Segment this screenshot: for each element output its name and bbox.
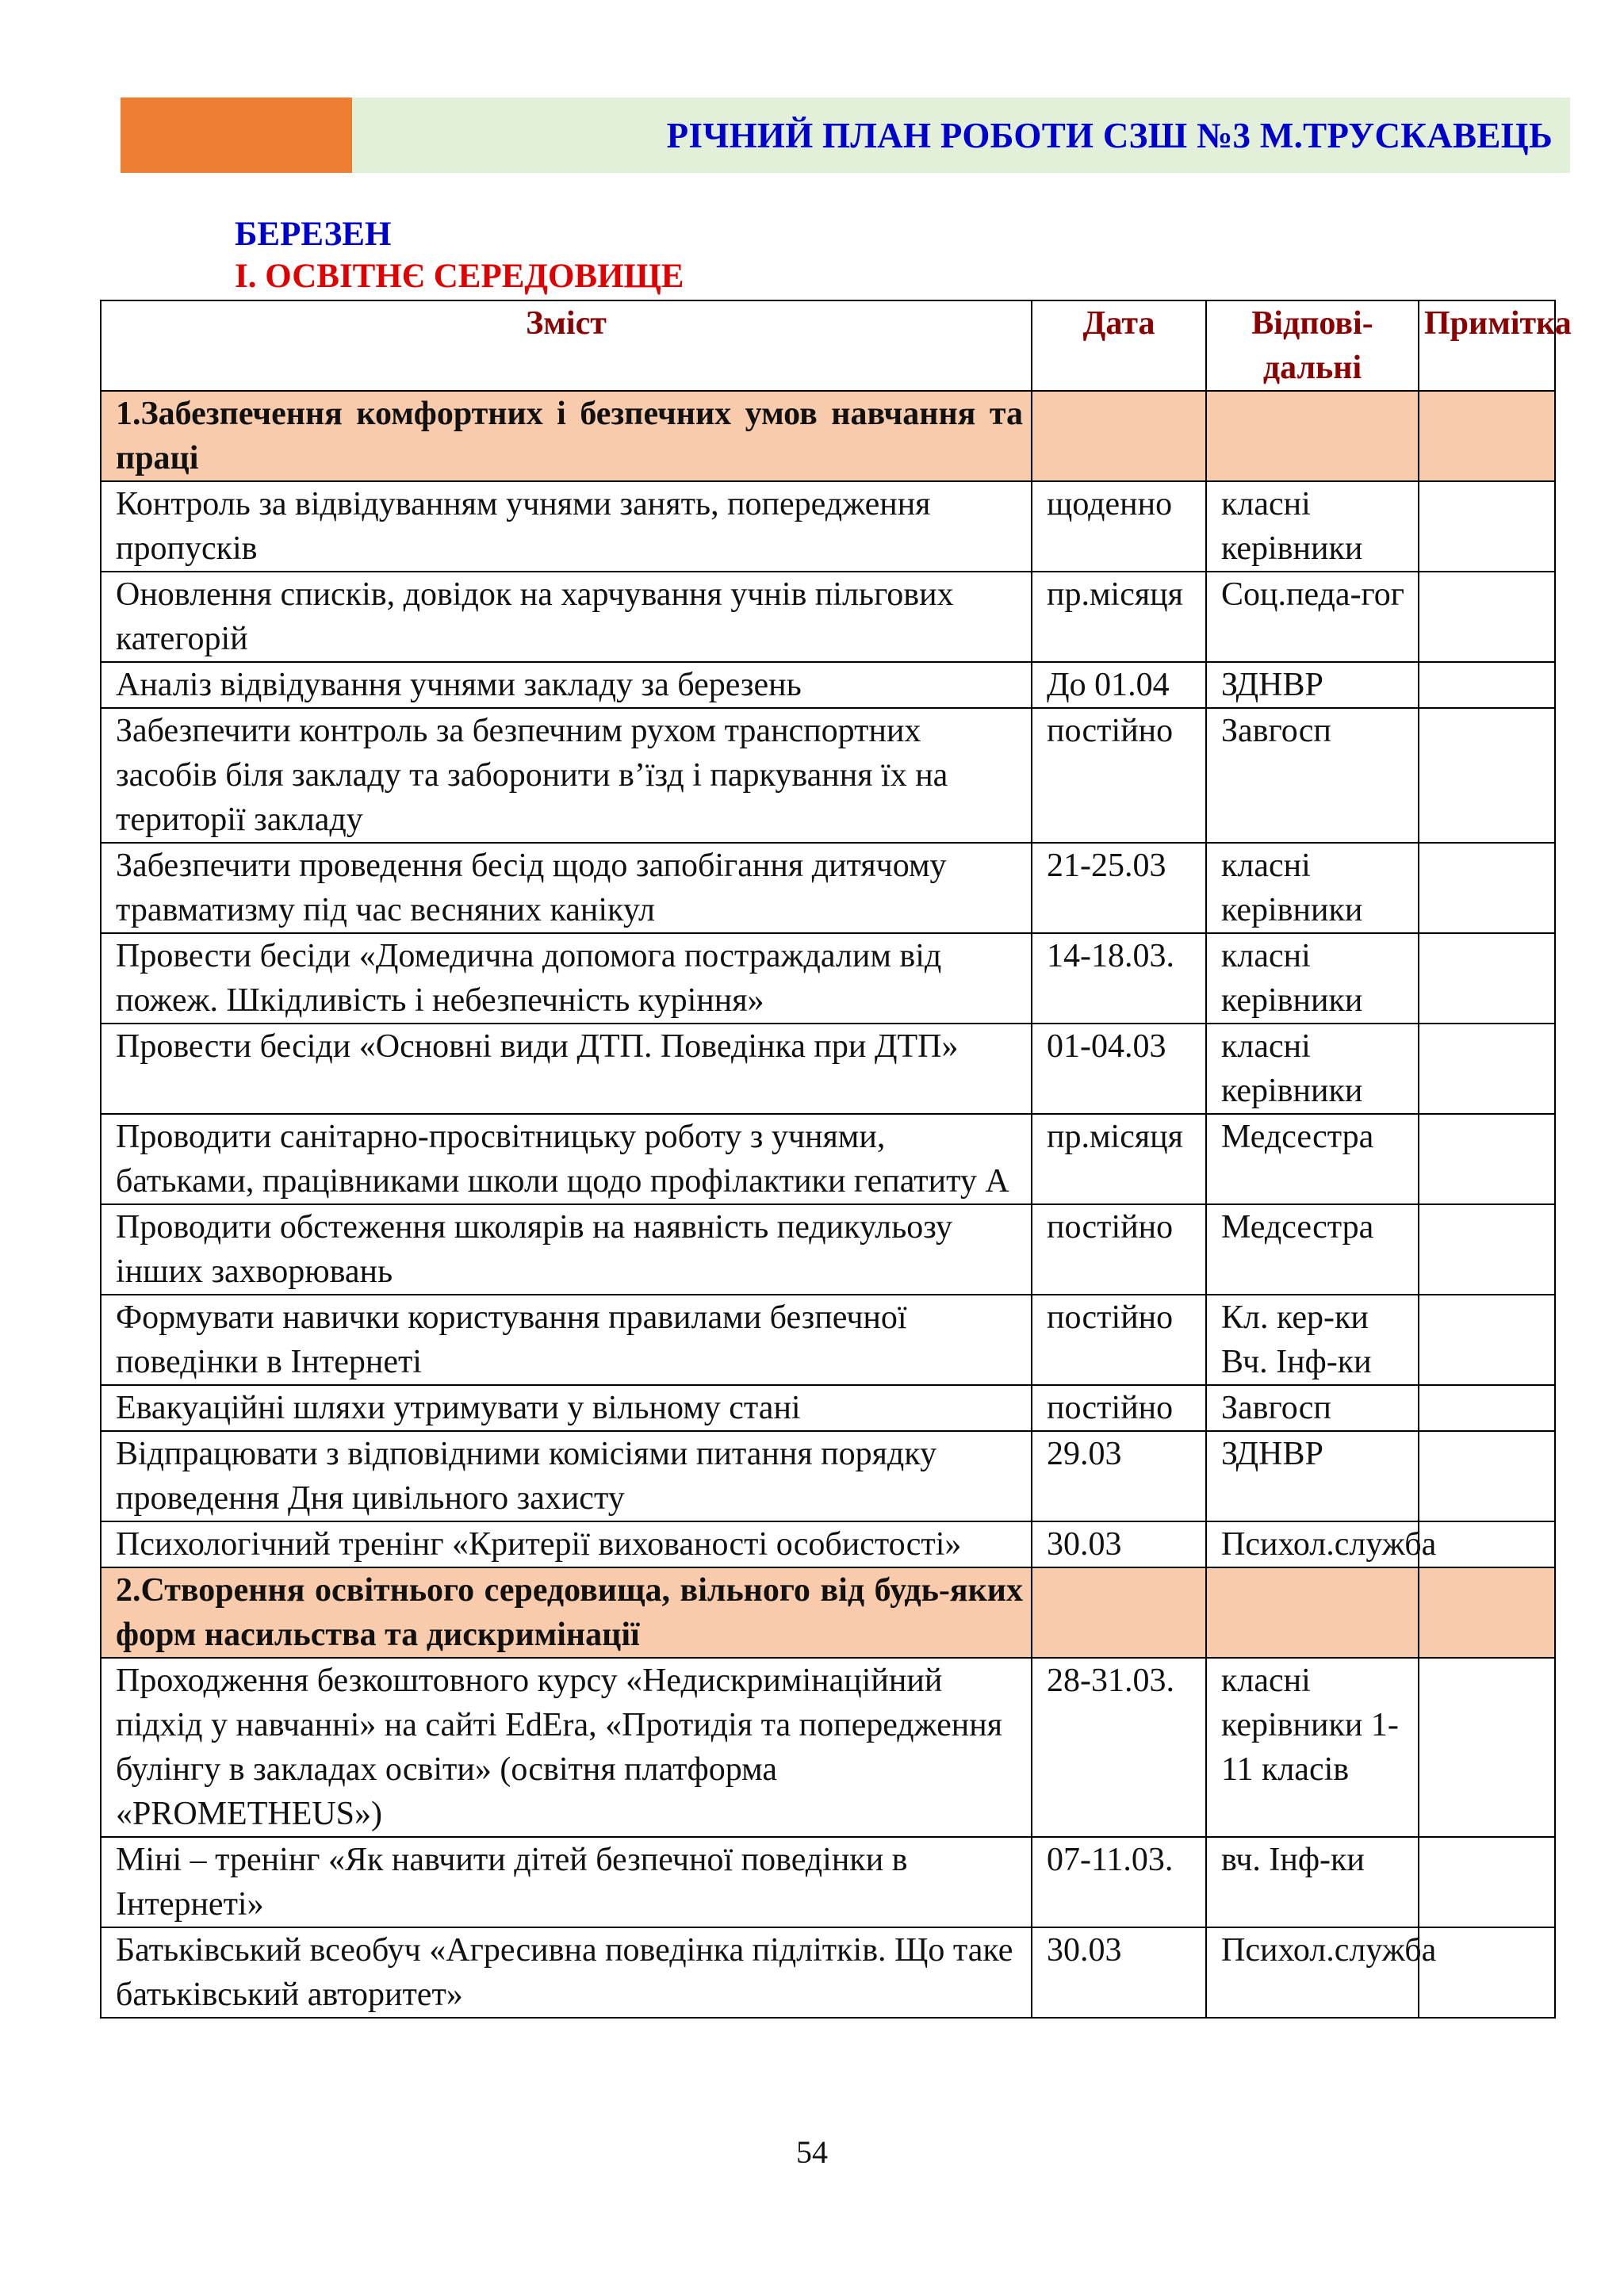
page-number: 54 (796, 2134, 828, 2170)
cell-note (1419, 1658, 1555, 1837)
cell-responsible: Соц.педа-гог (1206, 572, 1419, 662)
header-band (352, 98, 1570, 173)
cell-note (1419, 933, 1555, 1024)
cell-date: 28-31.03. (1032, 1658, 1206, 1837)
cell-content: Проводити обстеження школярів на наявність педикульозу інших захворювань (101, 1204, 1032, 1295)
cell-note (1419, 1295, 1555, 1385)
cell-date: пр.місяця (1032, 1114, 1206, 1204)
table-row (101, 1114, 1555, 1204)
cell-content: Провести бесіди «Основні види ДТП. Поведінка при ДТП» (101, 1024, 1032, 1114)
section-title: 1.Забезпечення комфортних і безпечних умов навчання та праці (101, 391, 1032, 481)
cell-date: 30.03 (1032, 1927, 1206, 2018)
header-date: Дата (1032, 300, 1206, 391)
cell-note (1419, 572, 1555, 662)
section-note-cell (1419, 391, 1555, 481)
cell-date: 14-18.03. (1032, 933, 1206, 1024)
cell-content: Батьківський всеобуч «Агресивна поведінка підлітків. Що таке батьківський авторитет» (101, 1927, 1032, 2018)
plan-table-body (101, 391, 1555, 2018)
cell-date: щоденно (1032, 481, 1206, 572)
cell-note (1419, 1385, 1555, 1431)
header-responsible: Відпові-дальні (1206, 300, 1419, 391)
document-title: РІЧНИЙ ПЛАН РОБОТИ СЗШ №3 М.ТРУСКАВЕЦЬ (666, 115, 1553, 155)
table-row (101, 481, 1555, 572)
cell-date: постійно (1032, 1385, 1206, 1431)
cell-date: 21-25.03 (1032, 843, 1206, 933)
header-accent-block (121, 98, 352, 173)
cell-responsible: вч. Інф-ки (1206, 1837, 1419, 1927)
section-note-cell (1419, 1567, 1555, 1658)
table-row (101, 572, 1555, 662)
section-responsible-cell (1206, 1567, 1419, 1658)
cell-content: Психологічний тренінг «Критерії вихованості особистості» (101, 1521, 1032, 1567)
cell-content: Оновлення списків, довідок на харчування учнів пільгових категорій (101, 572, 1032, 662)
cell-responsible: класні керівники (1206, 933, 1419, 1024)
cell-date: постійно (1032, 1295, 1206, 1385)
cell-date: 01-04.03 (1032, 1024, 1206, 1114)
cell-note (1419, 1521, 1555, 1567)
table-row (101, 662, 1555, 708)
cell-date: 07-11.03. (1032, 1837, 1206, 1927)
cell-note (1419, 843, 1555, 933)
cell-date: пр.місяця (1032, 572, 1206, 662)
cell-responsible: класні керівники (1206, 481, 1419, 572)
table-row (101, 1431, 1555, 1521)
cell-date: постійно (1032, 1204, 1206, 1295)
cell-responsible: ЗДНВР (1206, 1431, 1419, 1521)
cell-content: Аналіз відвідування учнями закладу за березень (101, 662, 1032, 708)
table-row (101, 1295, 1555, 1385)
cell-responsible: класні керівники (1206, 843, 1419, 933)
table-row (101, 933, 1555, 1024)
table-row (101, 1204, 1555, 1295)
section-row (101, 391, 1555, 481)
cell-note (1419, 1114, 1555, 1204)
cell-content: Забезпечити контроль за безпечним рухом транспортних засобів біля закладу та заборонити в’їзд і паркування їх на території закладу (101, 708, 1032, 843)
cell-content: Формувати навички користування правилами безпечної поведінки в Інтернеті (101, 1295, 1032, 1385)
cell-date: 29.03 (1032, 1431, 1206, 1521)
table-row (101, 1927, 1555, 2018)
cell-content: Відпрацювати з відповідними комісіями питання порядку проведення Дня цивільного захисту (101, 1431, 1032, 1521)
table-row (101, 1521, 1555, 1567)
table-header-row (101, 300, 1555, 391)
section-row (101, 1567, 1555, 1658)
cell-responsible: Завгосп (1206, 708, 1419, 843)
month-heading: БЕРЕЗЕН (235, 216, 392, 253)
section-heading: І. ОСВІТНЄ СЕРЕДОВИЩЕ (235, 258, 684, 295)
table-row (101, 1658, 1555, 1837)
cell-content: Провести бесіди «Домедична допомога постраждалим від пожеж. Шкідливість і небезпечність куріння» (101, 933, 1032, 1024)
section-title: 2.Створення освітнього середовища, вільного від будь-яких форм насильства та дискримінації (101, 1567, 1032, 1658)
cell-note (1419, 1927, 1555, 2018)
cell-content: Проходження безкоштовного курсу «Недискримінаційний підхід у навчанні» на сайті EdEra, «Протидія та попередження булінгу в закладах освіти» (освітня платформа «PROMETHEUS») (101, 1658, 1032, 1837)
cell-responsible: ЗДНВР (1206, 662, 1419, 708)
table-row (101, 843, 1555, 933)
table-row (101, 1385, 1555, 1431)
section-date-cell (1032, 391, 1206, 481)
cell-responsible: Психол.служба (1206, 1521, 1419, 1567)
cell-responsible: Психол.служба (1206, 1927, 1419, 2018)
cell-date: До 01.04 (1032, 662, 1206, 708)
cell-date: постійно (1032, 708, 1206, 843)
table-row (101, 708, 1555, 843)
header-note: Примітка (1419, 300, 1555, 391)
cell-note (1419, 1431, 1555, 1521)
cell-responsible: Медсестра (1206, 1114, 1419, 1204)
plan-table (100, 300, 1572, 2019)
cell-content: Забезпечити проведення бесід щодо запобігання дитячому травматизму під час весняних канікул (101, 843, 1032, 933)
cell-responsible: класні керівники 1-11 класів (1206, 1658, 1419, 1837)
cell-note (1419, 662, 1555, 708)
cell-responsible: класні керівники (1206, 1024, 1419, 1114)
cell-note (1419, 1837, 1555, 1927)
cell-content: Проводити санітарно-просвітницьку роботу з учнями, батьками, працівниками школи щодо профілактики гепатиту А (101, 1114, 1032, 1204)
cell-note (1419, 481, 1555, 572)
section-date-cell (1032, 1567, 1206, 1658)
cell-content: Контроль за відвідуванням учнями занять, попередження пропусків (101, 481, 1032, 572)
section-responsible-cell (1206, 391, 1419, 481)
cell-responsible: Завгосп (1206, 1385, 1419, 1431)
cell-responsible: Медсестра (1206, 1204, 1419, 1295)
cell-responsible: Кл. кер-ки Вч. Інф-ки (1206, 1295, 1419, 1385)
cell-date: 30.03 (1032, 1521, 1206, 1567)
cell-note (1419, 1204, 1555, 1295)
table-row (101, 1024, 1555, 1114)
header-content: Зміст (101, 300, 1032, 391)
cell-content: Евакуаційні шляхи утримувати у вільному стані (101, 1385, 1032, 1431)
cell-note (1419, 708, 1555, 843)
table-row (101, 1837, 1555, 1927)
cell-note (1419, 1024, 1555, 1114)
cell-content: Міні – тренінг «Як навчити дітей безпечної поведінки в Інтернеті» (101, 1837, 1032, 1927)
